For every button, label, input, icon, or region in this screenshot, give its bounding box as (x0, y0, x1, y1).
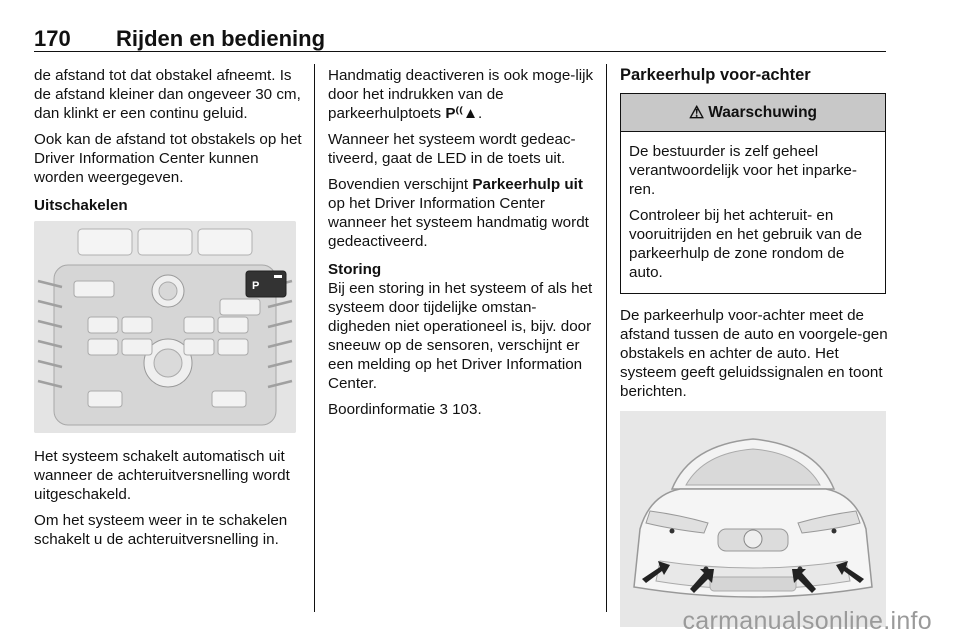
warning-icon: ⚠ (688, 103, 705, 122)
text-run: . (477, 105, 483, 122)
center-console-illustration (34, 221, 296, 433)
park-button-label: P (252, 280, 260, 292)
section-heading: Parkeerhulp voor-achter (620, 66, 811, 84)
park-assist-icon: P⁽⁽▲ (445, 105, 478, 122)
paragraph: Om het systeem weer in te schakelen schakelt u de achteruitversnelling in. (34, 512, 288, 548)
page-header (34, 26, 886, 52)
console-figure (34, 221, 296, 433)
warning-box (620, 93, 886, 294)
watermark: carmanualsonline.info (682, 607, 932, 635)
text-run: Handmatig deactiveren is ook moge-lijk door het indrukken van de parkeerhulptoets (328, 67, 594, 122)
paragraph (328, 175, 598, 251)
text-run: Boordinformatie (328, 401, 440, 418)
paragraph: Bij een storing in het systeem of als het systeem door tijdelijke omstan-digheden niet operationeel is, bijv. door sneeuw op de sensoren, verschijnt er een melding op het Driver Information Center. (328, 280, 593, 392)
paragraph: Het systeem schakelt automatisch uit wanneer de achteruitversnelling wordt uitgeschakeld. (34, 448, 290, 503)
column-1 (34, 66, 302, 556)
paragraph (328, 400, 598, 419)
subheading-storing: Storing (328, 261, 382, 278)
message-text: Parkeerhulp uit (472, 176, 583, 193)
column-2 (328, 66, 598, 426)
page-reference[interactable]: 103. (447, 401, 482, 418)
warning-body (621, 132, 885, 293)
column-divider-1 (314, 64, 315, 612)
subheading-uitschakelen: Uitschakelen (34, 197, 128, 214)
warning-header (621, 94, 885, 132)
car-sensor-figure (620, 411, 886, 627)
warning-paragraph: Controleer bij het achteruit- en vooruitrijden en het gebruik van de parkeerhulp de zone rondom de auto. (629, 207, 863, 281)
page-number: 170 (34, 26, 71, 51)
column-3 (620, 66, 888, 627)
paragraph: De parkeerhulp voor-achter meet de afstand tussen de auto en voorgele-gen obstakels en achter de auto. Het systeem geeft geluidssignalen en toont berichten. (620, 307, 888, 400)
text-run: op het Driver Information Center wanneer het systeem handmatig wordt gedeactiveerd. (328, 195, 589, 250)
text-run: Bovendien verschijnt (328, 176, 473, 193)
paragraph: Wanneer het systeem wordt gedeac-tiveerd, gaat de LED in de toets uit. (328, 131, 576, 167)
car-front-illustration (620, 411, 886, 627)
column-divider-2 (606, 64, 607, 612)
paragraph: Ook kan de afstand tot obstakels op het Driver Information Center kunnen worden weergegeven. (34, 131, 302, 186)
paragraph: de afstand tot dat obstakel afneemt. Is de afstand kleiner dan ongeveer 30 cm, dan klinkt er een continu geluid. (34, 67, 301, 122)
page-reference-icon[interactable]: 3 (439, 401, 448, 418)
warning-title: Waarschuwing (708, 104, 818, 121)
chapter-title: Rijden en bediening (116, 26, 326, 51)
warning-paragraph: De bestuurder is zelf geheel verantwoordelijk voor het inparke-ren. (629, 143, 857, 198)
paragraph (328, 66, 598, 123)
